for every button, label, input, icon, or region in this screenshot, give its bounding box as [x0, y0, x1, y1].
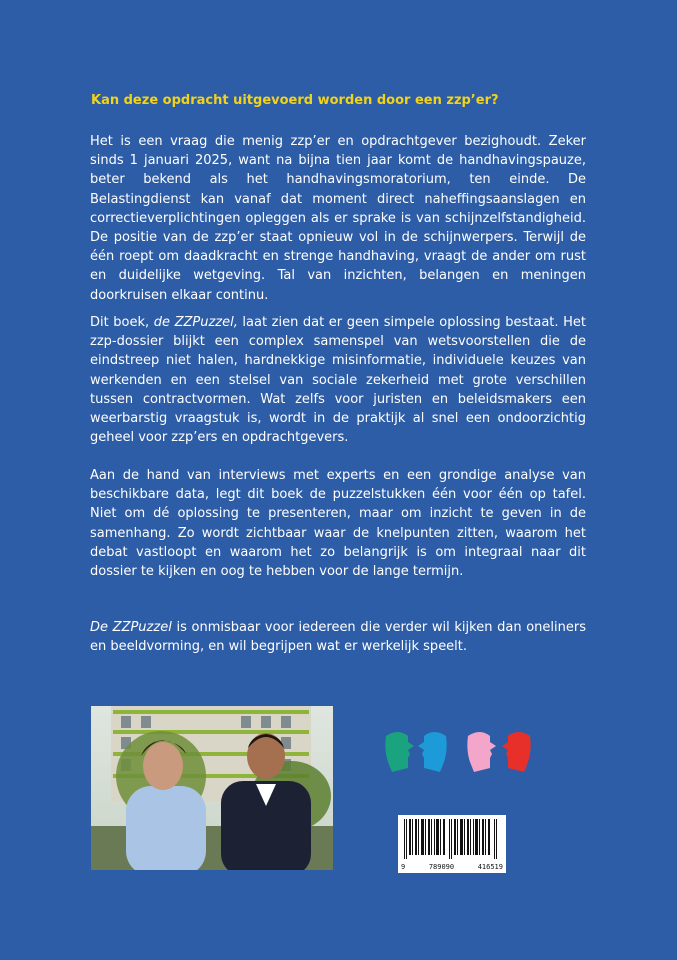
barcode-digit-group-1: 9	[401, 863, 406, 871]
barcode-digits	[398, 863, 506, 871]
barcode-digit-group-3: 416519	[477, 863, 503, 871]
barcode-digit-group-2: 789090	[428, 863, 455, 871]
barcode-icon	[398, 815, 506, 861]
blurb-paragraph-4	[90, 618, 586, 656]
authors-photo	[91, 706, 333, 870]
blurb-p2-prefix: Dit boek,	[90, 315, 154, 330]
cover-question-heading: Kan deze opdracht uitgevoerd worden door een zzp’er?	[91, 93, 499, 108]
four-faces-puzzle-logo-icon	[384, 728, 532, 774]
blurb-paragraph-1: Het is een vraag die menig zzp’er en opdrachtgever bezighoudt. Zeker sinds 1 januari 2025, want na bijna tien jaar komt de handhavingspauze, beter bekend als het handhavingsmoratorium, ten einde. De Belastingdienst kan vanaf dat moment direct naheffingsaanslagen en correctieverplichtingen opleggen als er sprake is van schijnzelfstandigheid. De positie van de zzp’er staat opnieuw vol in de schijnwerpers. Terwijl de één roept om daadkracht en strenge handhaving, vraagt de ander om rust en duidelijke wetgeving. Tal van inzichten, belangen en meningen doorkruisen elkaar continu.	[90, 134, 586, 303]
blurb-paragraph-3: Aan de hand van interviews met experts en een grondige analyse van beschikbare data, legt dit boek de puzzelstukken één voor één op tafel. Niet om dé oplossing te presenteren, maar om inzicht te geven in de samenhang. Zo wordt zichtbaar waar de knelpunten zitten, waarom het debat vastloopt en waarom het zo belangrijk is om integraal naar dit dossier te kijken en oog te hebben voor de lange termijn.	[90, 468, 586, 580]
isbn-barcode	[398, 815, 506, 873]
book-title-italic: De ZZPuzzel	[90, 620, 172, 635]
blurb-p2-rest: laat zien dat er geen simpele oplossing bestaat. Het zzp-dossier blijkt een complex samenspel van wetsvoorstellen die de eindstreep niet halen, hardnekkige misinformatie, individuele keuzes van werkenden en een stelsel van sociale zekerheid met grote verschillen tussen contractvormen. Wat zelfs voor juristen en beleidsmakers een weerbarstig vraagstuk is, wordt in de praktijk al snel een ondoorzichtig geheel voor zzp’ers en opdrachtgevers.	[90, 315, 586, 446]
blurb-p4-rest: is onmisbaar voor iedereen die verder wil kijken dan oneliners en beeldvorming, en wil begrijpen wat er werkelijk speelt.	[90, 620, 586, 655]
two-authors-photo-icon	[91, 706, 333, 870]
blurb-paragraph-2	[90, 313, 586, 447]
book-title-italic: de ZZPuzzel,	[153, 315, 238, 330]
